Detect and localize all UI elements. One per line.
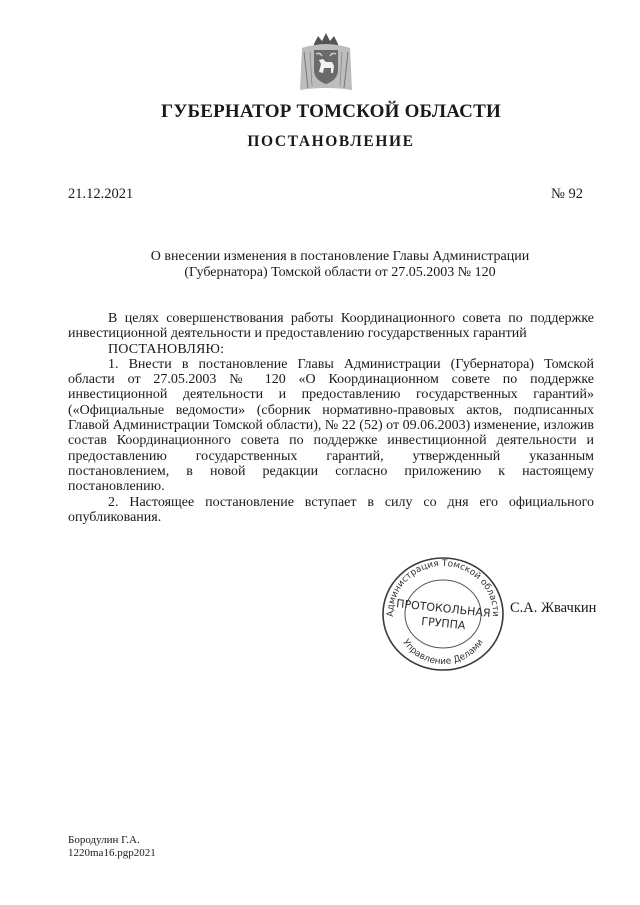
document-footer [68,834,156,860]
executor-name: Бородулин Г.А. [68,834,140,846]
signer-name: С.А. Жвачкин [510,600,597,616]
stamp-ring-bottom-text: Управление Делами [400,637,486,668]
official-stamp [379,554,507,672]
subject-line-2: (Губернатора) Томской области от 27.05.2003 № 120 [184,265,496,280]
stamp-ring-top-text: Администрация Томской области [385,558,501,617]
document-number: № 92 [551,186,583,202]
item-1-paragraph: 1. Внести в постановление Главы Администрации (Губернатора) Томской области от 27.05.2003 № 120 «О Координационном совете по поддержке инвестиционной деятельности и предоставлению государственных гарантий» («Официальные ведомости» (сборник нормативно-правовых актов, подписанных Главой Администрации Томской области), № 22 (52) от 09.06.2003) изменение, изложив состав Координационного совета по поддержке инвестиционной деятельности и предоставлению государственных гарантий, утвержденный указанным постановлением, в новой редакции согласно приложению к настоящему постановлению. [68,356,594,495]
subject-line-1: О внесении изменения в постановление Главы Администрации [150,249,530,264]
resolve-word: ПОСТАНОВЛЯЮ: [108,341,225,357]
file-code: 1220ma16.pgp2021 [68,847,156,859]
document-body [68,311,594,525]
stamp-center-line-1: ПРОТОКОЛЬНАЯ [395,597,492,620]
document-type: ПОСТАНОВЛЕНИЕ [247,133,415,150]
coat-of-arms-icon [296,30,356,94]
document-subject [60,249,620,281]
authority-title: ГУБЕРНАТОР ТОМСКОЙ ОБЛАСТИ [161,101,501,122]
stamp-center-line-2: ГРУППА [420,614,466,633]
item-2-paragraph: 2. Настоящее постановление вступает в силу со дня его официального опубликования. [68,494,594,525]
document-date: 21.12.2021 [68,186,134,202]
preamble-paragraph: В целях совершенствования работы Координационного совета по поддержке инвестиционной деятельности и предоставлению государственных гарантий [68,311,594,342]
